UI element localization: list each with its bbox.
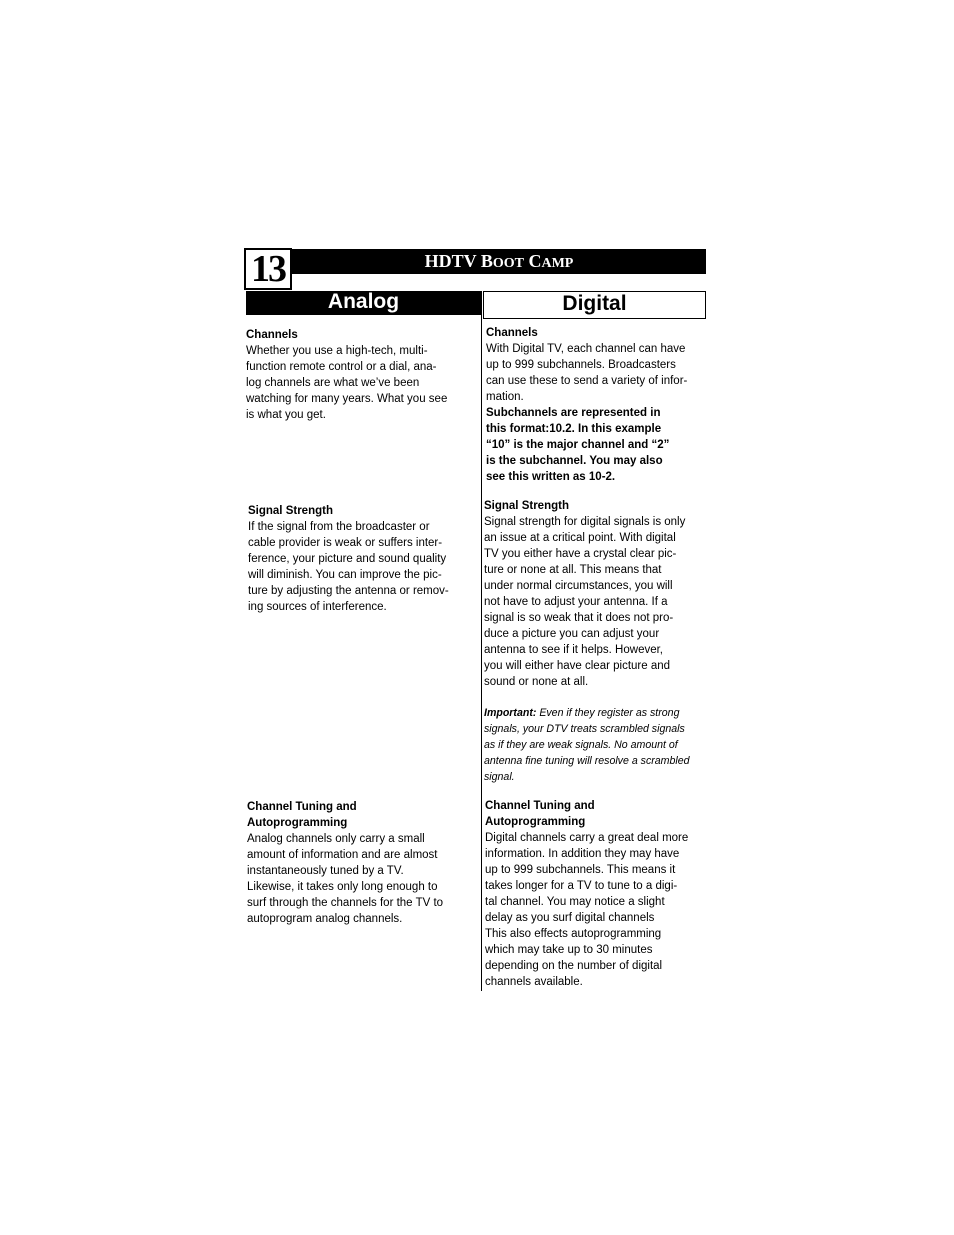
text-line: function remote control or a dial, ana- [246, 361, 437, 373]
text-line: surf through the channels for the TV to [247, 897, 444, 909]
text-line: Likewise, it takes only long enough to [247, 881, 438, 893]
text-line: If the signal from the broadcaster or [248, 521, 430, 533]
important-label: Important: [484, 707, 537, 719]
text-line: mation. [486, 391, 524, 403]
digital-tuning-section [485, 798, 709, 990]
text-line: channels available. [485, 976, 583, 988]
bold-text-line: see this written as 10-2. [486, 471, 616, 483]
title-oot: OOT [492, 256, 524, 271]
text-line: cable provider is weak or suffers inter- [248, 537, 443, 549]
digital-signal-heading: Signal Strength [484, 500, 569, 512]
analog-tuning-section [247, 799, 479, 927]
analog-tuning-heading-2: Autoprogramming [247, 817, 348, 829]
important-text: Even if they register as strong [536, 707, 680, 719]
title-main: HDTV B [424, 251, 493, 271]
text-line: you will either have clear picture and [484, 660, 671, 672]
text-line: sound or none at all. [484, 676, 589, 688]
title-amp: AMP [541, 256, 574, 271]
digital-tuning-heading: Channel Tuning and [485, 800, 595, 812]
digital-column-header: Digital [483, 291, 706, 319]
text-line: Analog channels only carry a small [247, 833, 425, 845]
bold-text-line: is the subchannel. You may also [486, 455, 663, 467]
text-line: autoprogram analog channels. [247, 913, 403, 925]
text-line: ing sources of interference. [248, 601, 387, 613]
analog-signal-heading: Signal Strength [248, 505, 333, 517]
text-line: Whether you use a high-tech, multi- [246, 345, 428, 357]
page-title [292, 249, 706, 274]
text-line: up to 999 subchannels. Broadcasters [486, 359, 676, 371]
text-line: instantaneously tuned by a TV. [247, 865, 404, 877]
text-line: ference, your picture and sound quality [248, 553, 447, 565]
analog-signal-section [248, 503, 478, 615]
text-line: an issue at a critical point. With digital [484, 532, 676, 544]
text-line: information. In addition they may have [485, 848, 680, 860]
text-line: antenna fine tuning will resolve a scrambled [484, 755, 690, 767]
text-line: not have to adjust your antenna. If a [484, 596, 668, 608]
text-line: This also effects autoprogramming [485, 928, 662, 940]
text-line: duce a picture you can adjust your [484, 628, 660, 640]
text-line: log channels are what we’ve been [246, 377, 420, 389]
digital-channels-heading: Channels [486, 327, 538, 339]
text-line: signals, your DTV treats scrambled signals [484, 723, 685, 735]
digital-tuning-heading-2: Autoprogramming [485, 816, 586, 828]
text-line: takes longer for a TV to tune to a digi- [485, 880, 678, 892]
text-line: watching for many years. What you see [246, 393, 448, 405]
text-line: which may take up to 30 minutes [485, 944, 653, 956]
digital-channels-section [486, 325, 708, 485]
title-c: C [523, 251, 542, 271]
text-line: depending on the number of digital [485, 960, 663, 972]
text-line: Digital channels carry a great deal more [485, 832, 689, 844]
text-line: up to 999 subchannels. This means it [485, 864, 676, 876]
text-line: under normal circumstances, you will [484, 580, 673, 592]
text-line: signal. [484, 771, 515, 783]
text-line: signal is so weak that it does not pro- [484, 612, 674, 624]
text-line: is what you get. [246, 409, 326, 421]
column-divider [481, 291, 482, 991]
page-number: 13 [244, 248, 292, 290]
analog-channels-section [246, 327, 478, 423]
text-line: Signal strength for digital signals is only [484, 516, 686, 528]
text-line: as if they are weak signals. No amount of [484, 739, 678, 751]
text-line: ture by adjusting the antenna or remov- [248, 585, 449, 597]
text-line: will diminish. You can improve the pic- [248, 569, 442, 581]
bold-text-line: Subchannels are represented in [486, 407, 661, 419]
text-line: tal channel. You may notice a slight [485, 896, 665, 908]
text-line: antenna to see if it helps. However, [484, 644, 663, 656]
important-note [484, 705, 710, 785]
text-line: With Digital TV, each channel can have [486, 343, 686, 355]
analog-column-header: Analog [246, 291, 481, 315]
text-line: amount of information and are almost [247, 849, 438, 861]
analog-channels-heading: Channels [246, 329, 298, 341]
bold-text-line: this format:10.2. In this example [486, 423, 662, 435]
text-line: ture or none at all. This means that [484, 564, 662, 576]
text-line: can use these to send a variety of infor- [486, 375, 688, 387]
bold-text-line: “10” is the major channel and “2” [486, 439, 670, 451]
text-line: delay as you surf digital channels [485, 912, 655, 924]
text-line: TV you either have a crystal clear pic- [484, 548, 677, 560]
digital-signal-section [484, 498, 708, 690]
analog-tuning-heading: Channel Tuning and [247, 801, 357, 813]
